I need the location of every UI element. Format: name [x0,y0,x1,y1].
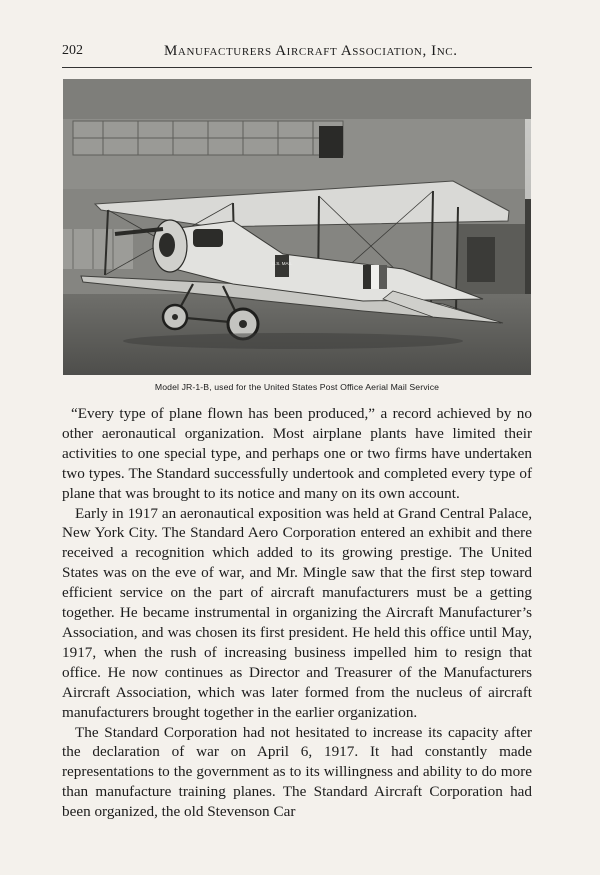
paragraph-1: “Every type of plane flown has been produced,” a record achieved by no other aeronautical organization. Most airplane plants have limited their activities to one special type, and perhaps one or two firms have undertaken two types. The Standard successfully undertook and completed every type of plane that was brought to its notice and many on its own account. [62,405,532,502]
page-number: 202 [62,43,83,58]
paragraph-3: The Standard Corporation had not hesitated to increase its capacity after the declaration of war on April 6, 1917. It had constantly made representations to the government as to its willingness and ability to do more than manufacture training planes. The Standard Aircraft Corporation had been organized, the old Stevenson Car [62,723,532,821]
mail-marking: U.S. MAIL [271,261,293,266]
biplane-photograph [63,79,531,375]
figure-caption: Model JR-1-B, used for the United States Post Office Aerial Mail Service [154,382,440,392]
paragraph-2: Early in 1917 an aeronautical exposition was held at Grand Central Palace, New York City. The Standard Aero Corporation entered an exhibit and there received a recognition which added to its growing prestige. The United States was on the eve of war, and Mr. Mingle saw that the first step toward efficient service on the part of aircraft manufacturers must be a getting together. He became instrumental in organizing the Aircraft Manufacturer’s Association, and was chosen its first president. He held this office until May, 1917, when the rush of increasing business impelled him to resign that office. He now continues as Director and Treasurer of the Manufacturers Aircraft Association, which was later formed from the nucleus of aircraft manufacturers brought together in the earlier organization. [62,504,532,721]
page-header [62,40,532,62]
running-title: Manufacturers Aircraft Association, Inc. [164,43,458,59]
biplane-photo-illustration [63,79,531,375]
header-rule [62,67,532,68]
body-text [62,404,532,822]
